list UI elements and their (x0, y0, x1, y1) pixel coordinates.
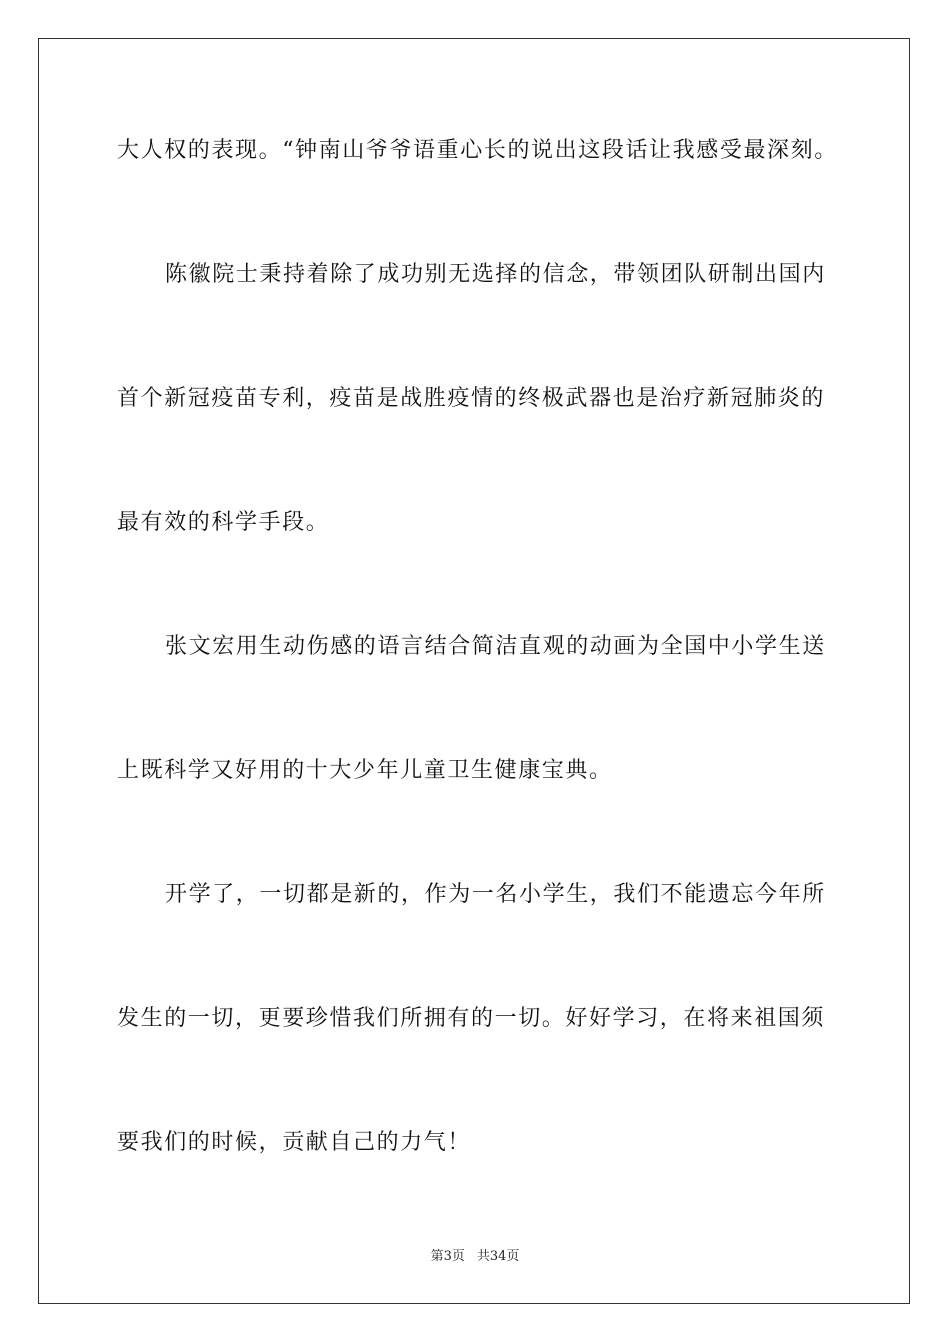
page-number: 第3页 (430, 1249, 465, 1264)
text-line-6: 上既科学又好用的十大少年儿童卫生健康宝典。 (117, 758, 613, 783)
page-total: 共34页 (476, 1249, 520, 1264)
text-line-1: 大人权的表现。“钟南山爷爷语重心长的说出这段话让我感受最深刻。 (117, 138, 838, 163)
text-line-8: 发生的一切，更要珍惜我们所拥有的一切。好好学习，在将来祖国须 (117, 1006, 826, 1031)
text-line-5: 张文宏用生动伤感的语言结合简洁直观的动画为全国中小学生送 (165, 634, 826, 659)
text-line-9: 要我们的时候，贡献自己的力气！ (117, 1130, 472, 1155)
page-footer (0, 1248, 950, 1266)
text-line-4: 最有效的科学手段。 (117, 510, 330, 535)
text-line-2: 陈徽院士秉持着除了成功别无选择的信念，带领团队研制出国内 (165, 262, 826, 287)
text-line-3: 首个新冠疫苗专利，疫苗是战胜疫情的终极武器也是治疗新冠肺炎的 (117, 386, 826, 411)
page-border (38, 38, 910, 1304)
text-line-7: 开学了，一切都是新的，作为一名小学生，我们不能遗忘今年所 (165, 882, 826, 907)
